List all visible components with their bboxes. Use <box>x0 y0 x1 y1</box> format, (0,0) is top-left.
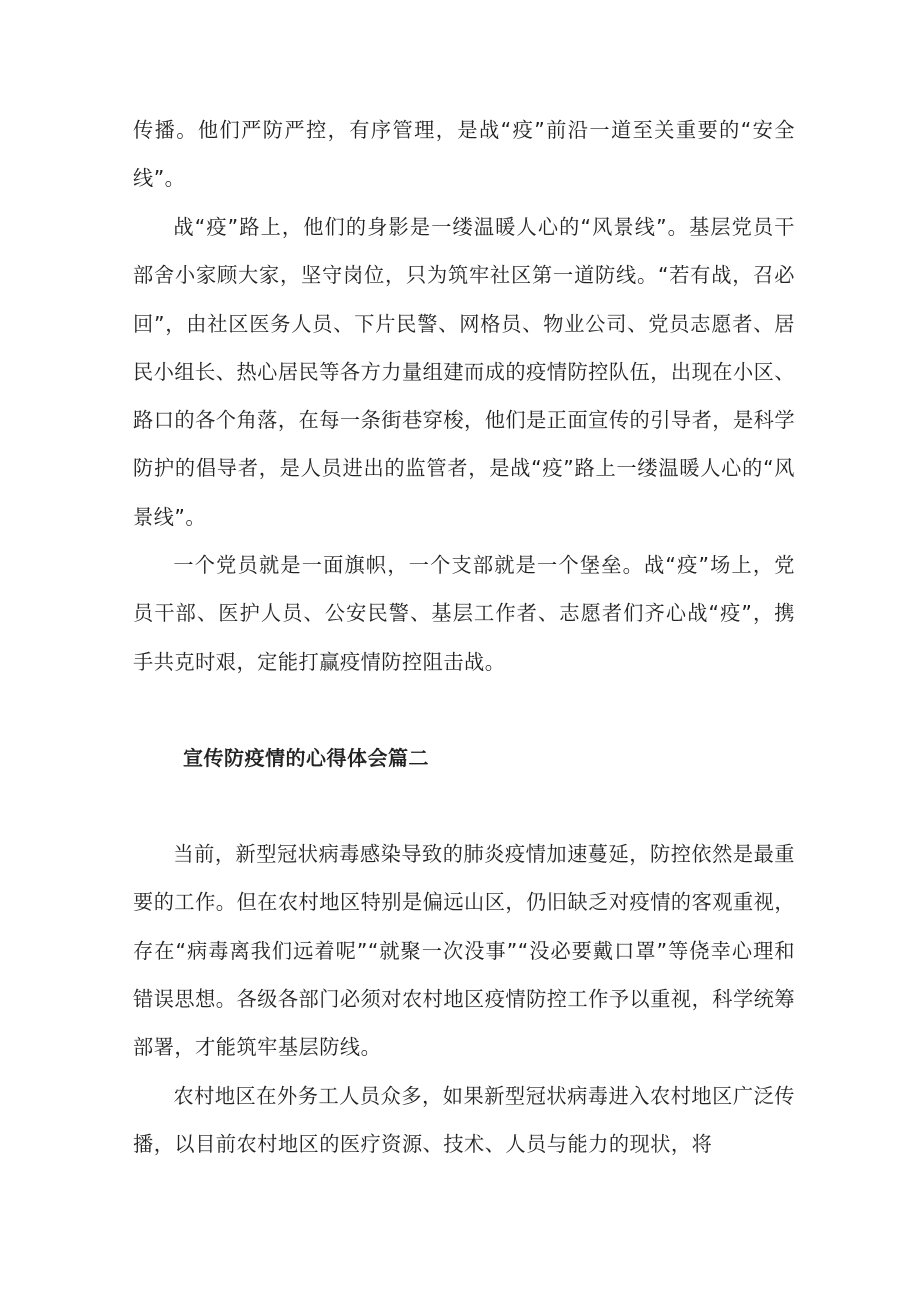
paragraph-rural-workers: 农村地区在外务工人员众多，如果新型冠状病毒进入农村地区广泛传播，以目前农村地区的医疗资源、技术、人员与能力的现状，将 <box>133 1084 795 1157</box>
section-heading: 宣传防疫情的心得体会篇二 <box>183 746 429 770</box>
paragraph-party-banner: 一个党员就是一面旗帜，一个支部就是一个堡垒。战“疫”场上，党员干部、医护人员、公安民警、基层工作者、志愿者们齐心战“疫”，携手共克时艰，定能打赢疫情防控阻击战。 <box>133 553 795 674</box>
paragraph-current-situation: 当前，新型冠状病毒感染导致的肺炎疫情加速蔓延，防控依然是最重要的工作。但在农村地区特别是偏远山区，仍旧缺乏对疫情的客观重视，存在“病毒离我们远着呢”“就聚一次没事”“没必要戴口罩”等侥幸心理和错误思想。各级各部门必须对农村地区疫情防控工作予以重视，科学统筹部署，才能筑牢基层防线。 <box>133 842 796 1060</box>
paragraph-scenery-line: 战“疫”路上，他们的身影是一缕温暖人心的“风景线”。基层党员干部舍小家顾大家，坚守岗位，只为筑牢社区第一道防线。“若有战，召必回”，由社区医务人员、下片民警、网格员、物业公司、党员志愿者、居民小组长、热心居民等各方力量组建而成的疫情防控队伍，出现在小区、路口的各个角落，在每一条街巷穿梭，他们是正面宣传的引导者，是科学防护的倡导者，是人员进出的监管者，是战“疫”路上一缕温暖人心的“风景线”。 <box>133 215 796 529</box>
paragraph-continued: 传播。他们严防严控，有序管理，是战“疫”前沿一道至关重要的“安全线”。 <box>133 118 795 191</box>
